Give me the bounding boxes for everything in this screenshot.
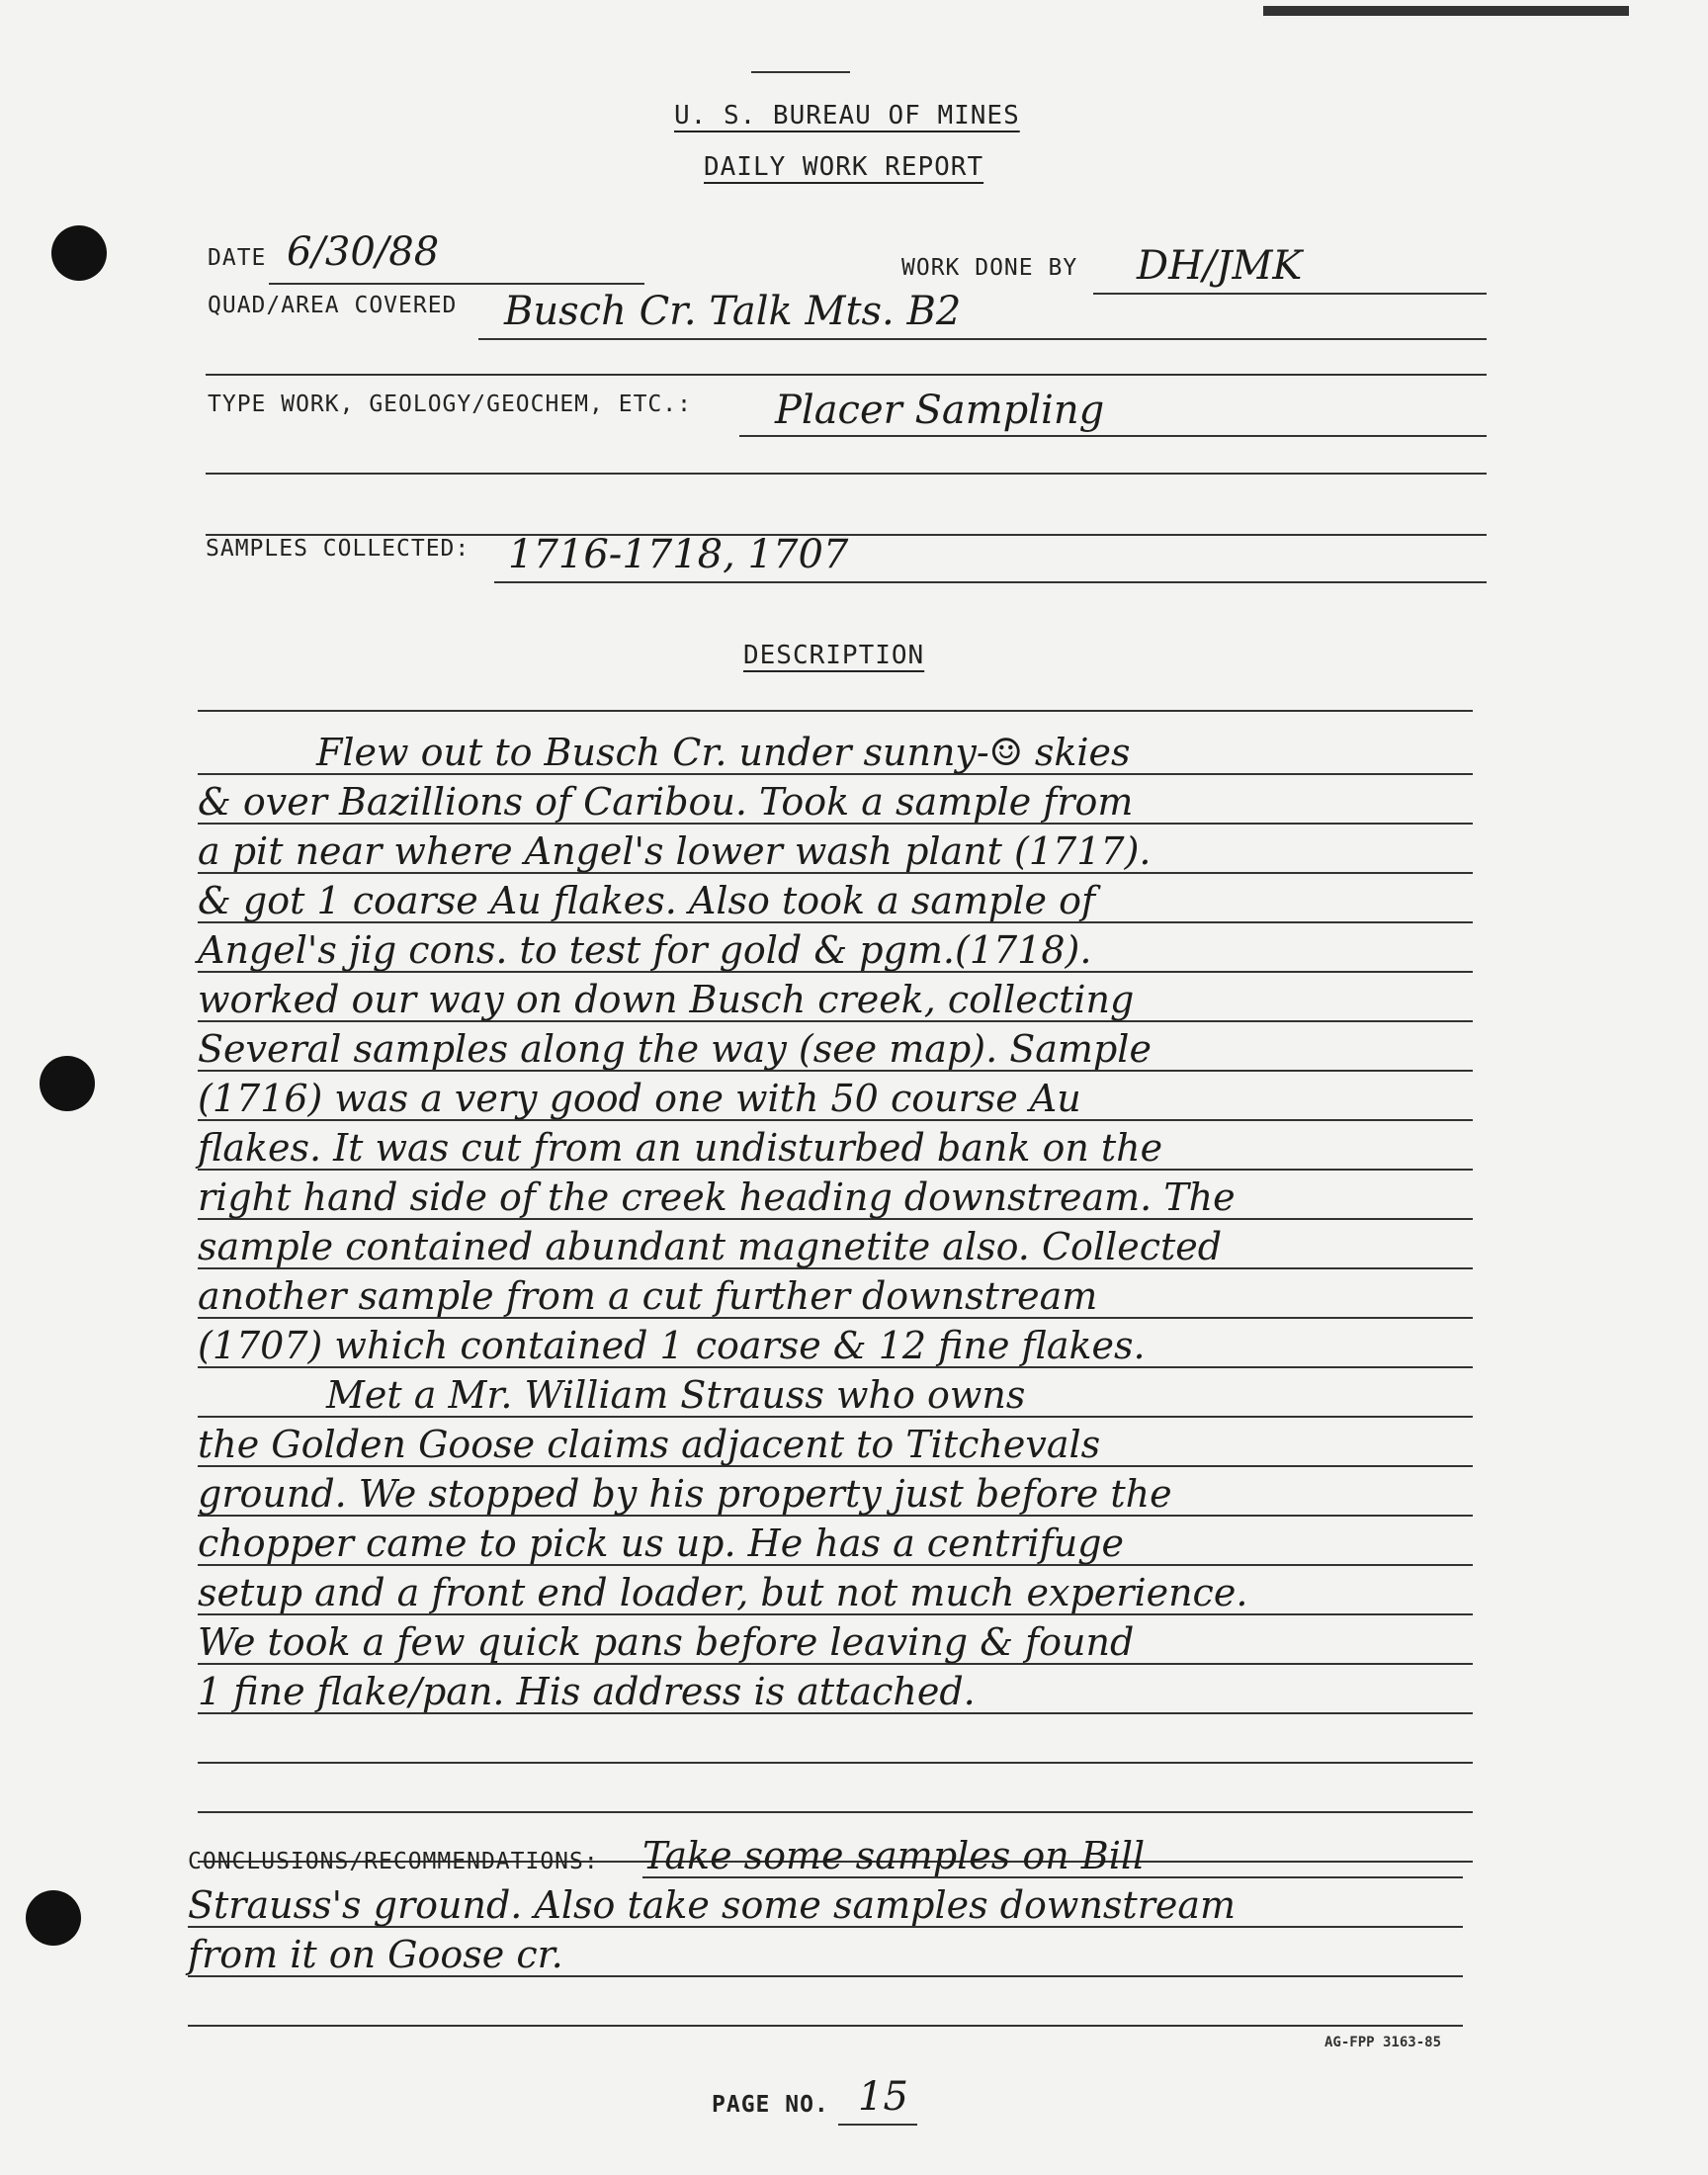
description-line: the Golden Goose claims adjacent to Titchevals xyxy=(198,1422,1473,1467)
description-line: (1707) which contained 1 coarse & 12 fine flakes. xyxy=(198,1323,1473,1368)
punch-hole-middle xyxy=(40,1056,95,1111)
description-line: Several samples along the way (see map). Sample xyxy=(198,1026,1473,1072)
description-line: & over Bazillions of Caribou. Took a sample from xyxy=(198,779,1473,825)
conclusions-blank-line xyxy=(188,1981,1463,2027)
date-value: 6/30/88 xyxy=(287,229,440,275)
samples-line xyxy=(494,581,1487,583)
punch-hole-bottom xyxy=(26,1890,81,1946)
quad-label: QUAD/AREA COVERED xyxy=(208,293,458,318)
page-number-value: 15 xyxy=(858,2074,908,2120)
description-line: Angel's jig cons. to test for gold & pgm.(1718). xyxy=(198,927,1473,973)
description-blank-line xyxy=(198,1718,1473,1764)
type-work-label: TYPE WORK, GEOLOGY/GEOCHEM, ETC.: xyxy=(208,392,692,417)
description-line: sample contained abundant magnetite also. Collected xyxy=(198,1224,1473,1269)
description-line: a pit near where Angel's lower wash plant (1717). xyxy=(198,828,1473,874)
description-top-line xyxy=(198,710,1473,712)
work-done-by-value: DH/JMK xyxy=(1137,243,1303,289)
work-done-by-line xyxy=(1093,293,1487,295)
description-line: chopper came to pick us up. He has a centrifuge xyxy=(198,1521,1473,1566)
samples-label: SAMPLES COLLECTED: xyxy=(206,536,470,562)
description-line: Met a Mr. William Strauss who owns xyxy=(198,1372,1473,1418)
report-title: DAILY WORK REPORT xyxy=(704,152,984,182)
work-done-by-label: WORK DONE BY xyxy=(901,255,1078,281)
quad-value: Busch Cr. Talk Mts. B2 xyxy=(504,289,962,334)
description-line: ground. We stopped by his property just before the xyxy=(198,1471,1473,1517)
date-line xyxy=(269,283,644,285)
type-work-extra-line-1 xyxy=(206,473,1487,475)
conclusions-line: Take some samples on Bill xyxy=(642,1833,1463,1878)
description-line: setup and a front end loader, but not much experience. xyxy=(198,1570,1473,1615)
conclusions-label: CONCLUSIONS/RECOMMENDATIONS: xyxy=(188,1849,599,1874)
quad-extra-line xyxy=(206,374,1487,376)
description-line: worked our way on down Busch creek, collecting xyxy=(198,977,1473,1022)
samples-value: 1716-1718, 1707 xyxy=(508,532,849,577)
description-heading: DESCRIPTION xyxy=(743,641,925,670)
description-line: We took a few quick pans before leaving & found xyxy=(198,1619,1473,1665)
description-line: right hand side of the creek heading downstream. The xyxy=(198,1174,1473,1220)
page-number-label: PAGE NO. xyxy=(712,2092,829,2118)
agency-title: U. S. BUREAU OF MINES xyxy=(674,101,1020,130)
punch-hole-top xyxy=(51,225,107,281)
page-number-line xyxy=(838,2124,917,2126)
scan-edge-mark xyxy=(1263,6,1629,16)
quad-line xyxy=(478,338,1487,340)
description-line: & got 1 coarse Au flakes. Also took a sample of xyxy=(198,878,1473,923)
description-line: 1 fine flake/pan. His address is attached. xyxy=(198,1669,1473,1714)
header-rule xyxy=(751,71,850,73)
description-line: Flew out to Busch Cr. under sunny-☺ skies xyxy=(198,730,1473,775)
form-number: AG-FPP 3163-85 xyxy=(1324,2035,1442,2050)
type-work-line xyxy=(739,435,1487,437)
description-line: another sample from a cut further downstream xyxy=(198,1273,1473,1319)
description-line: flakes. It was cut from an undisturbed bank on the xyxy=(198,1125,1473,1171)
date-label: DATE xyxy=(208,245,267,271)
conclusions-line: from it on Goose cr. xyxy=(188,1932,1463,1977)
conclusions-line: Strauss's ground. Also take some samples downstream xyxy=(188,1882,1463,1928)
description-line: (1716) was a very good one with 50 course Au xyxy=(198,1076,1473,1121)
description-blank-line xyxy=(198,1768,1473,1813)
type-work-value: Placer Sampling xyxy=(775,388,1105,433)
